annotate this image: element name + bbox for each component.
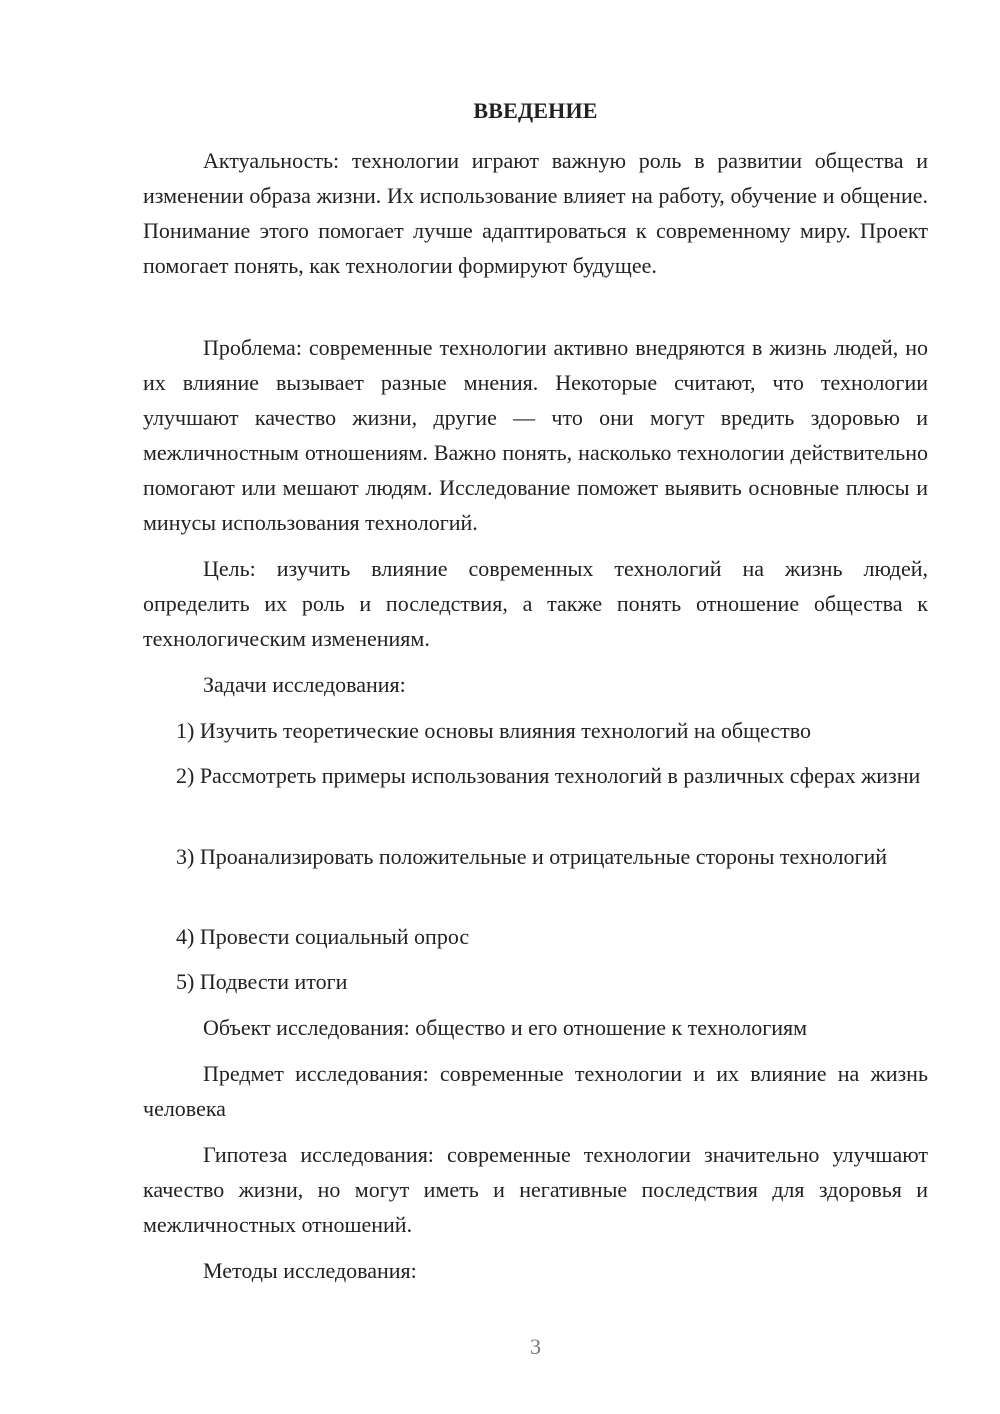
section-title: ВВЕДЕНИЕ [473, 98, 598, 123]
paragraph-goal: Цель: изучить влияние современных технологий на жизнь людей, определить их роль и последствия, а также понять отношение общества к технологическим изменениям. [143, 556, 928, 651]
paragraph-methods: Методы исследования: [203, 1258, 417, 1283]
tasks-heading: Задачи исследования: [203, 672, 406, 697]
task-item-5: 5) Подвести итоги [176, 969, 348, 994]
page-number: 3 [530, 1334, 541, 1359]
paragraph-hypothesis: Гипотеза исследования: современные технологии значительно улучшают качество жизни, но могут иметь и негативные последствия для здоровья и межличностных отношений. [143, 1142, 928, 1237]
task-item-3: 3) Проанализировать положительные и отрицательные стороны технологий [176, 844, 888, 869]
document-page [143, 0, 928, 1414]
paragraph-relevance: Актуальность: технологии играют важную роль в развитии общества и изменении образа жизни. Их использование влияет на работу, обучение и общение. Понимание этого помогает лучше адаптироваться к современному миру. Проект помогает понять, как технологии формируют будущее. [143, 148, 928, 278]
paragraph-problem: Проблема: современные технологии активно внедряются в жизнь людей, но их влияние вызывает разные мнения. Некоторые считают, что технологии улучшают качество жизни, другие — что они могут вредить здоровью и межличностным отношениям. Важно понять, насколько технологии действительно помогают или мешают людям. Исследование поможет выявить основные плюсы и минусы использования технологий. [143, 335, 928, 535]
task-item-2: 2) Рассмотреть примеры использования технологий в различных сферах жизни [176, 763, 921, 788]
task-item-1: 1) Изучить теоретические основы влияния технологий на общество [176, 718, 811, 743]
paragraph-object: Объект исследования: общество и его отношение к технологиям [203, 1015, 808, 1040]
task-item-4: 4) Провести социальный опрос [176, 924, 470, 949]
paragraph-subject: Предмет исследования: современные технологии и их влияние на жизнь человека [143, 1061, 928, 1121]
